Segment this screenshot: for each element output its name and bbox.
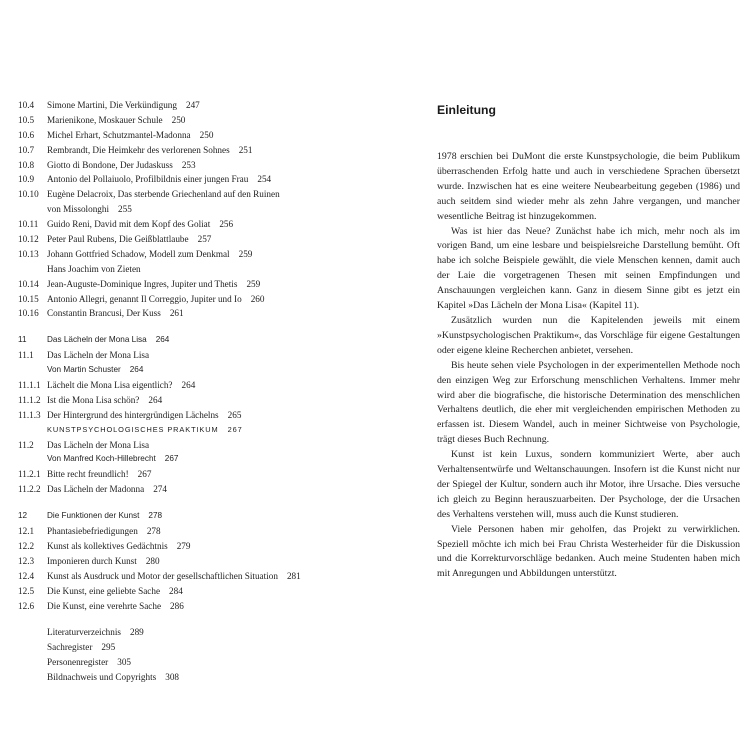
toc-page-number: 255 — [118, 204, 132, 215]
toc-title — [47, 277, 260, 292]
toc-title — [47, 509, 162, 524]
toc-spacer — [18, 497, 363, 509]
toc-page-number: 278 — [146, 526, 161, 537]
toc-entry — [18, 172, 363, 187]
toc-title-text: Peter Paul Rubens, Die Geißblattlaube — [47, 234, 189, 245]
toc-number: 11.2.1 — [18, 469, 41, 480]
toc-title-text: Die Kunst, eine verehrte Sache — [47, 600, 162, 611]
toc-title-text: Von Martin Schuster — [47, 365, 121, 375]
toc-page-number: 261 — [169, 308, 184, 319]
toc-entry — [18, 113, 363, 128]
toc-chapter — [18, 333, 363, 348]
toc-title-text: Antonio Allegri, genannt Il Correggio, Jupiter und Io — [47, 293, 242, 304]
toc-title — [47, 113, 185, 128]
toc-title-text: Die Funktionen der Kunst — [47, 511, 140, 521]
toc-entry — [18, 378, 363, 393]
toc-title-text: Eugène Delacroix, Das sterbende Griechenland auf den Ruinen — [47, 189, 280, 200]
toc-number: 10.10 — [18, 189, 39, 200]
toc-page-number: 295 — [101, 642, 116, 653]
toc-title — [47, 172, 271, 187]
toc-title — [47, 306, 184, 321]
toc-title-text: Sachregister — [47, 642, 93, 653]
toc-page-number: 274 — [153, 484, 167, 495]
toc-title — [47, 423, 243, 438]
toc-spacer — [18, 613, 363, 625]
toc-entry — [18, 393, 363, 408]
toc-page-number: 279 — [176, 540, 191, 551]
toc-number: 12.4 — [18, 570, 35, 581]
toc-title — [47, 640, 115, 655]
toc-title — [47, 348, 149, 363]
toc-title — [47, 482, 167, 497]
toc-title — [47, 158, 196, 173]
toc-page-number: 250 — [171, 114, 186, 125]
toc-number: 10.7 — [18, 144, 35, 155]
toc-number: 11.1 — [18, 350, 34, 361]
toc-number: 11.1.3 — [18, 409, 41, 420]
toc-page-number: 264 — [181, 380, 196, 391]
toc-title-text: Giotto di Bondone, Der Judaskuss — [47, 159, 173, 170]
toc-page-number: 281 — [286, 570, 301, 581]
toc-number: 10.13 — [18, 248, 39, 259]
toc-number: 10.14 — [18, 278, 39, 289]
toc-entry — [18, 292, 363, 307]
toc-title — [47, 217, 233, 232]
toc-entry — [18, 524, 363, 539]
toc-entry — [18, 584, 363, 599]
toc-page-number: 267 — [227, 424, 243, 434]
toc-title-text: Das Lächeln der Madonna — [47, 484, 145, 495]
toc-entry — [18, 452, 363, 467]
toc-entry — [18, 232, 363, 247]
toc-title-text: Johann Gottfried Schadow, Modell zum Denkmal — [47, 248, 230, 259]
toc-title-text: Personenregister — [47, 657, 109, 668]
toc-title — [47, 393, 162, 408]
toc-page-number: 264 — [129, 365, 144, 375]
toc-title-text: Kunst als Ausdruck und Motor der gesellschaftlichen Situation — [47, 570, 278, 581]
toc-entry — [18, 262, 363, 277]
toc-number: 11 — [18, 335, 27, 345]
toc-page-number: 264 — [155, 335, 170, 345]
toc-title-text: Bitte recht freundlich! — [47, 469, 129, 480]
toc-number: 10.12 — [18, 234, 39, 245]
toc-number: 12.3 — [18, 555, 35, 566]
toc-number: 10.6 — [18, 129, 35, 140]
toc-title-text: Ist die Mona Lisa schön? — [47, 394, 140, 405]
toc-page-number: 265 — [227, 409, 242, 420]
toc-number: 10.5 — [18, 114, 35, 125]
toc-title-text: Der Hintergrund des hintergründigen Lächelns — [47, 409, 219, 420]
toc-title — [47, 625, 144, 640]
toc-page-number: 280 — [145, 555, 160, 566]
toc-entry — [18, 247, 363, 262]
toc-number: 12.5 — [18, 585, 35, 596]
toc-number: 12 — [18, 511, 28, 521]
toc-title — [47, 292, 264, 307]
toc-title-text: Von Manfred Koch-Hillebrecht — [47, 454, 156, 464]
toc-entry — [18, 128, 363, 143]
toc-entry — [18, 202, 363, 217]
toc-entry — [18, 539, 363, 554]
toc-page-number: 284 — [169, 585, 183, 596]
toc-title — [47, 438, 149, 453]
toc-title-text: Hans Joachim von Zieten — [47, 263, 141, 274]
toc-title-text: Simone Martini, Die Verkündigung — [47, 100, 177, 110]
toc-title-text: Constantin Brancusi, Der Kuss — [47, 308, 161, 319]
toc-chapter — [18, 509, 363, 524]
toc-number: 10.8 — [18, 159, 35, 170]
toc-entry — [18, 423, 363, 438]
paragraph: Zusätzlich wurden nun die Kapitelenden jeweils mit einem »Kunstpsychologischen Praktikum«, das Vorschläge für eigene Gestaltungen oder eigene kleine Recherchen anbietet, versehen. — [437, 314, 740, 356]
toc-title-text: Guido Reni, David mit dem Kopf des Goliat — [47, 219, 211, 230]
toc-entry — [18, 187, 363, 202]
toc-number: 11.2.2 — [18, 484, 41, 495]
toc-title — [47, 98, 200, 113]
page-title: Einleitung — [437, 103, 496, 117]
toc-title — [47, 408, 241, 423]
toc-entry — [18, 569, 363, 584]
toc-entry — [18, 599, 363, 614]
toc-title — [47, 143, 252, 158]
toc-page-number: 267 — [137, 469, 152, 480]
toc-title-text: Lächelt die Mona Lisa eigentlich? — [47, 380, 173, 391]
toc-spacer — [18, 321, 363, 333]
toc-title — [47, 524, 161, 539]
toc-title — [47, 569, 301, 584]
introduction-page — [437, 98, 740, 582]
toc-title-text: Imponieren durch Kunst — [47, 555, 137, 566]
toc-page-number: 247 — [185, 100, 200, 110]
toc-number: 12.1 — [18, 526, 35, 537]
toc-page-number: 260 — [250, 293, 265, 304]
toc-title-text: Marienikone, Moskauer Schule — [47, 114, 163, 125]
toc-entry — [18, 217, 363, 232]
toc-page-number: 254 — [257, 174, 272, 185]
toc-title — [47, 187, 280, 202]
toc-title — [47, 262, 141, 277]
toc-title — [47, 363, 143, 378]
toc-entry — [18, 438, 363, 453]
toc-title — [47, 247, 252, 262]
toc-title — [47, 554, 160, 569]
toc-number: 11.2 — [18, 439, 34, 450]
toc-title — [47, 128, 213, 143]
toc-title — [47, 670, 179, 685]
toc-number: 11.1.2 — [18, 394, 41, 405]
paragraph: Bis heute sehen viele Psychologen in der experimentellen Methode noch den einzigen Weg zur Erforschung menschlichen Verhaltens. Immer mehr wird aber die biografische, die historische Determination des menschlichen Verhaltens deutlich, die eher mit vergleichenden empirischen Methoden zu erfassen ist. Diesem Wandel, auch in meiner Sichtweise von Psychologie, trägt dieses Buch Rechnung. — [437, 359, 740, 446]
toc-title-text: Phantasiebefriedigungen — [47, 526, 138, 537]
toc-number: 10.16 — [18, 308, 39, 319]
toc-page-number: 289 — [129, 627, 144, 638]
toc-title — [47, 467, 151, 482]
toc-title-text: Kunst als kollektives Gedächtnis — [47, 540, 168, 551]
toc-title — [47, 599, 184, 614]
paragraph: Was ist hier das Neue? Zunächst habe ich mich, mehr noch als im vorigen Band, um eine lesbare und beispielsreiche Darstellung bemüht. Oft habe ich solche Beispiele gewählt, die viele Menschen kennen, damit auch der Laie die vorgetragenen Thesen mit seinen Empfindungen und Anschauungen vergleichen kann. Ganz in diesem Sinne gibt es jetzt ein Kapitel »Das Lächeln der Mona Lisa« (Kapitel 11). — [437, 225, 740, 312]
toc-entry — [18, 306, 363, 321]
toc-title-text: KUNSTPSYCHOLOGISCHES PRAKTIKUM — [47, 424, 219, 434]
toc-title-text: Das Lächeln der Mona Lisa — [47, 350, 150, 361]
toc-entry — [18, 467, 363, 482]
toc-page-number: 264 — [148, 394, 163, 405]
toc-number: 10.4 — [18, 100, 35, 110]
toc-title-text: von Missolonghi — [47, 204, 110, 215]
toc-entry — [18, 670, 363, 685]
toc-title-text: Das Lächeln der Mona Lisa — [47, 335, 147, 345]
toc-page-number: 267 — [164, 454, 179, 464]
toc-page-number: 253 — [181, 159, 196, 170]
toc-number: 10.15 — [18, 293, 39, 304]
table-of-contents — [18, 98, 363, 685]
toc-title-text: Die Kunst, eine geliebte Sache — [47, 585, 161, 596]
introduction-text — [437, 150, 740, 582]
toc-entry — [18, 554, 363, 569]
toc-number: 12.2 — [18, 540, 35, 551]
paragraph: Viele Personen haben mir geholfen, das Projekt zu verwirklichen. Speziell möchte ich mich bei Frau Christa Westerheider für die Diskussion und die Korrekturvorschläge bedanken. Auch meine Studenten haben mich mit Anregungen und Abbildungen unterstützt. — [437, 523, 740, 580]
toc-page-number: 251 — [238, 144, 253, 155]
toc-page-number: 257 — [197, 234, 212, 245]
toc-title — [47, 452, 178, 467]
toc-entry — [18, 655, 363, 670]
toc-title — [47, 202, 132, 217]
paragraph: Kunst ist kein Luxus, sondern kommuniziert Werte, aber auch Verhaltensentwürfe und Weltanschauungen. Insofern ist die Kunst nicht nur der Spiegel der Kultur, sondern auch ihr Motor, ihre Ursache. Dies versuche ich gleich zu Beginn herauszuarbeiten. Der Psychologe, der die Ursachen des Verhaltens verstehen will, muss auch die Kunst studieren. — [437, 449, 740, 520]
toc-entry — [18, 482, 363, 497]
toc-title — [47, 584, 183, 599]
toc-number: 12.6 — [18, 600, 35, 611]
toc-page-number: 250 — [199, 129, 214, 140]
toc-title-text: Michel Erhart, Schutzmantel-Madonna — [47, 129, 191, 140]
toc-page-number: 286 — [170, 600, 184, 611]
toc-title-text: Bildnachweis und Copyrights — [47, 672, 157, 683]
toc-entry — [18, 277, 363, 292]
toc-title — [47, 378, 195, 393]
toc-number: 11.1.1 — [18, 380, 41, 391]
toc-page-number: 278 — [148, 511, 163, 521]
toc-entry — [18, 625, 363, 640]
toc-title-text: Literaturverzeichnis — [47, 627, 121, 638]
paragraph: 1978 erschien bei DuMont die erste Kunstpsychologie, die beim Publikum überraschenden Erfolg hatte und auch in verschiedene Sprachen übersetzt wurde. Inzwischen hat es eine weitere Neubearbeitung gegeben (1986) und auch seitdem sind wieder mehr als zehn Jahre vergangen, und mancher wesentliche Beitrag ist hinzugekommen. — [437, 151, 740, 222]
toc-page-number: 259 — [238, 248, 253, 259]
toc-entry — [18, 408, 363, 423]
toc-page-number: 259 — [246, 278, 261, 289]
toc-page-number: 308 — [165, 672, 180, 683]
toc-number: 10.9 — [18, 174, 35, 185]
toc-page-number: 256 — [219, 219, 234, 230]
toc-title — [47, 539, 190, 554]
toc-page-number: 305 — [117, 657, 132, 668]
toc-title-text: Das Lächeln der Mona Lisa — [47, 439, 150, 450]
toc-title-text: Jean-Auguste-Dominique Ingres, Jupiter und Thetis — [47, 278, 238, 289]
toc-entry — [18, 348, 363, 363]
toc-entry — [18, 158, 363, 173]
toc-number: 10.11 — [18, 219, 39, 230]
toc-entry — [18, 98, 363, 113]
toc-title-text: Antonio del Pollaiuolo, Profilbildnis einer jungen Frau — [47, 174, 249, 185]
toc-title — [47, 232, 211, 247]
toc-entry — [18, 363, 363, 378]
toc-title-text: Rembrandt, Die Heimkehr des verlorenen Sohnes — [47, 144, 230, 155]
toc-title — [47, 333, 169, 348]
toc-entry — [18, 143, 363, 158]
toc-entry — [18, 640, 363, 655]
toc-title — [47, 655, 131, 670]
